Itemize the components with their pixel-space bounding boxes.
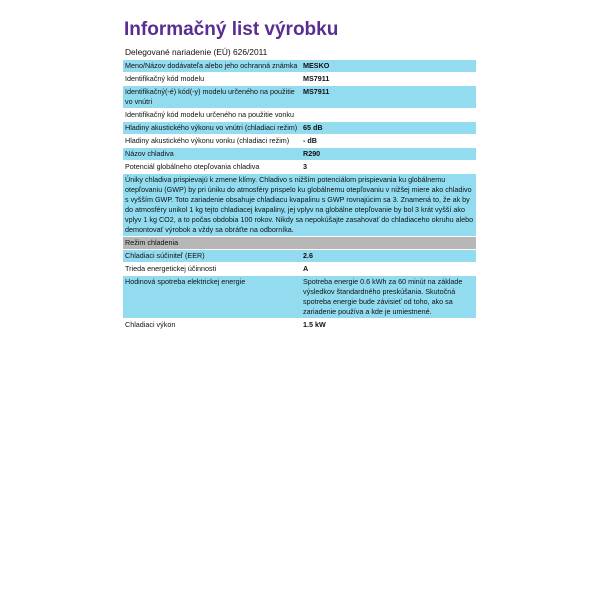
regulation-subtitle: Delegované nariadenie (EÚ) 626/2011	[125, 47, 268, 57]
row-label-cooling-capacity: Chladiaci výkon	[123, 319, 301, 332]
table-row	[123, 263, 476, 276]
row-value-model-code: MS7911	[301, 73, 476, 86]
row-label-refrigerant: Názov chladiva	[123, 148, 301, 161]
table-row	[123, 237, 476, 250]
table-row	[123, 73, 476, 86]
table-row	[123, 135, 476, 148]
row-value-outdoor-noise: - dB	[301, 135, 476, 148]
table-row	[123, 109, 476, 122]
table-row	[123, 319, 476, 332]
row-value-indoor-model: MS7911	[301, 86, 476, 109]
row-value-eer: 2.6	[301, 250, 476, 263]
refrigerant-notice: Úniky chladiva prispievajú k zmene klímy. Chladivo s nižším potenciálom prispievania ku globálnemu otepľovaniu (GWP) by pri úniku do atmosféry prispelo ku globálnemu otepľovaniu v nižšej miere ako chladivo s vyšším GWP. Toto zariadenie obsahuje chladiacu kvapalinu s GWP rovnajúcim sa 3. Znamená to, že ak by do atmosféry unikol 1 kg tejto chladiacej kvapaliny, jej vplyv na globálne otepľovanie by bol 3 krát vyšší ako vplyv 1 kg CO2, a to počas obdobia 100 rokov. Nikdy sa nepokúšajte zasahovať do chladiaceho okruhu alebo demontovať výrobok a vždy sa obráťte na odborníka.	[123, 174, 476, 237]
table-row	[123, 250, 476, 263]
row-label-outdoor-model: Identifikačný kód modelu určeného na použitie vonku	[123, 109, 476, 122]
row-label-supplier: Meno/Názov dodávateľa alebo jeho ochranná známka	[123, 60, 301, 73]
row-value-gwp: 3	[301, 161, 476, 174]
table-row	[123, 148, 476, 161]
table-row	[123, 276, 476, 319]
row-value-supplier: MESKO	[301, 60, 476, 73]
section-cooling-mode: Režim chladenia	[123, 237, 476, 250]
row-value-cooling-capacity: 1.5 kW	[301, 319, 476, 332]
row-label-indoor-noise: Hladiny akustického výkonu vo vnútri (chladiaci režim)	[123, 122, 301, 135]
row-label-model-code: Identifikačný kód modelu	[123, 73, 301, 86]
row-label-indoor-model: Identifikačný(-é) kód(-y) modelu určeného na použitie vo vnútri	[123, 86, 301, 109]
product-information-sheet	[123, 18, 476, 332]
row-label-eer: Chladiaci súčiniteľ (EER)	[123, 250, 301, 263]
row-value-hourly-consumption: Spotreba energie 0.6 kWh za 60 minút na základe výsledkov štandardného preskúšania. Skutočná spotreba energie bude závisieť od toho, ako sa zariadenie používa a kde je umiestnené.	[301, 276, 476, 319]
row-label-outdoor-noise: Hladiny akustického výkonu vonku (chladiaci režim)	[123, 135, 301, 148]
spec-table	[123, 60, 476, 332]
row-value-energy-class: A	[301, 263, 476, 276]
table-row	[123, 122, 476, 135]
table-row	[123, 86, 476, 109]
page-title: Informačný list výrobku	[124, 19, 339, 40]
table-row	[123, 174, 476, 237]
row-value-indoor-noise: 65 dB	[301, 122, 476, 135]
row-label-gwp: Potenciál globálneho otepľovania chladiva	[123, 161, 301, 174]
table-row	[123, 60, 476, 73]
row-value-refrigerant: R290	[301, 148, 476, 161]
row-label-hourly-consumption: Hodinová spotreba elektrickej energie	[123, 276, 301, 319]
table-row	[123, 161, 476, 174]
row-label-energy-class: Trieda energetickej účinnosti	[123, 263, 301, 276]
